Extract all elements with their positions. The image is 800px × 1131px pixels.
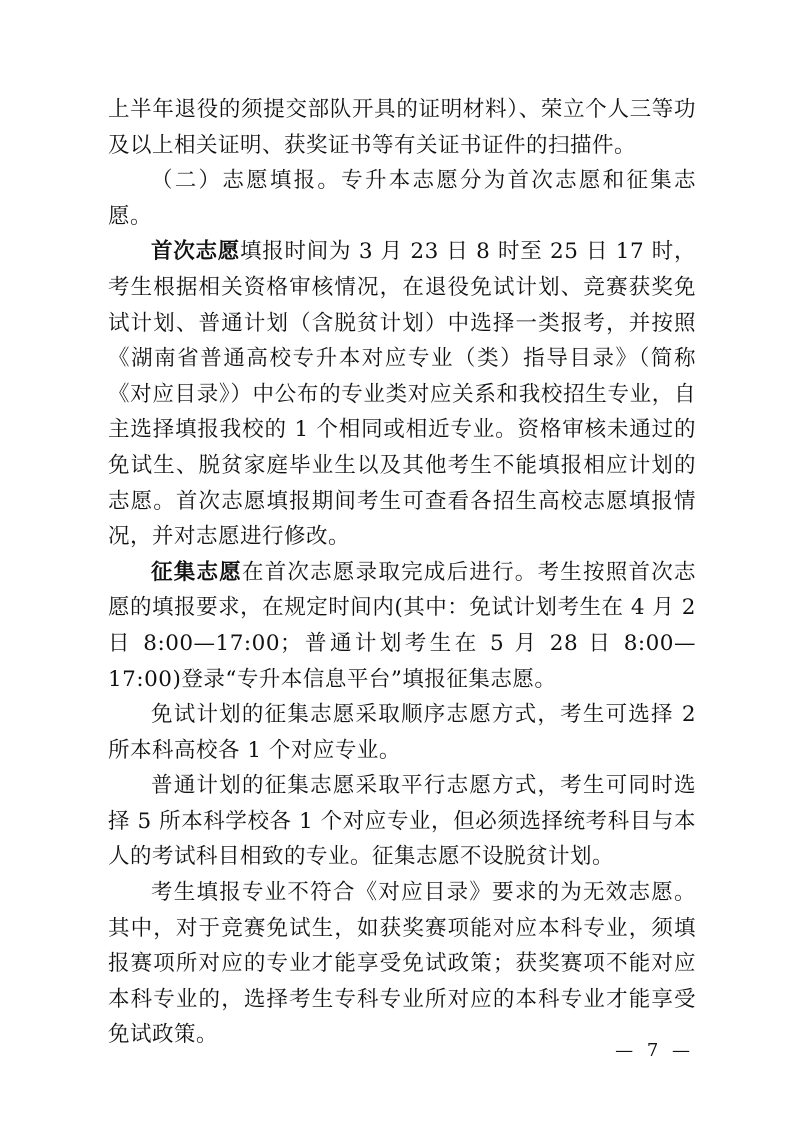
first-choice-text: 填报时间为 3 月 23 日 8 时至 25 日 17 时，考生根据相关资格审核情况，在退役免试计划、竞赛获奖免试计划、普通计划（含脱贫计划）中选择一类报考，并按照《湖南省普通高校专升本对应专业（类）指导目录》（简称《对应目录》）中公布的专业类对应关系和我校招生专业，自主选择填报我校的 1 个相同或相近专业。资格审核未通过的免试生、脱贫家庭毕业生以及其他考生不能填报相应计划的志愿。首次志愿填报期间考生可查看各招生高校志愿填报情况，并对志愿进行修改。	[108, 239, 696, 550]
paragraph-supplementary-choice	[108, 555, 696, 697]
paragraph-general-plan: 普通计划的征集志愿采取平行志愿方式，考生可同时选择 5 所本科学校各 1 个对应专业，但必须选择统考科目与本人的考试科目相致的专业。征集志愿不设脱贫计划。	[108, 773, 696, 870]
first-choice-heading: 首次志愿	[151, 239, 240, 265]
supplementary-choice-text: 在首次志愿录取完成后进行。考生按照首次志愿的填报要求，在规定时间内(其中：免试计划考生在 4 月 2 日 8:00—17:00；普通计划考生在 5 月 28 日 8:00—17:00)登录“专升本信息平台”填报征集志愿。	[108, 559, 696, 692]
paragraph-continuation: 上半年退役的须提交部队开具的证明材料）、荣立个人三等功及以上相关证明、获奖证书等有关证书证件的扫描件。	[108, 97, 696, 158]
paragraph-first-choice	[108, 234, 696, 554]
supplementary-choice-heading: 征集志愿	[151, 559, 242, 585]
page-number: — 7 —	[615, 1040, 694, 1061]
document-body	[108, 92, 696, 1053]
paragraph-exempt-plan: 免试计划的征集志愿采取顺序志愿方式，考生可选择 2 所本科高校各 1 个对应专业。	[108, 702, 696, 763]
paragraph-volunteer-filing: （二）志愿填报。专升本志愿分为首次志愿和征集志愿。	[108, 168, 696, 229]
paragraph-invalid-volunteer: 考生填报专业不符合《对应目录》要求的为无效志愿。其中，对于竞赛免试生，如获奖赛项能对应本科专业，须填报赛项所对应的专业才能享受免试政策；获奖赛项不能对应本科专业的，选择考生专科专业所对应的本科专业才能享受免试政策。	[108, 880, 696, 1048]
